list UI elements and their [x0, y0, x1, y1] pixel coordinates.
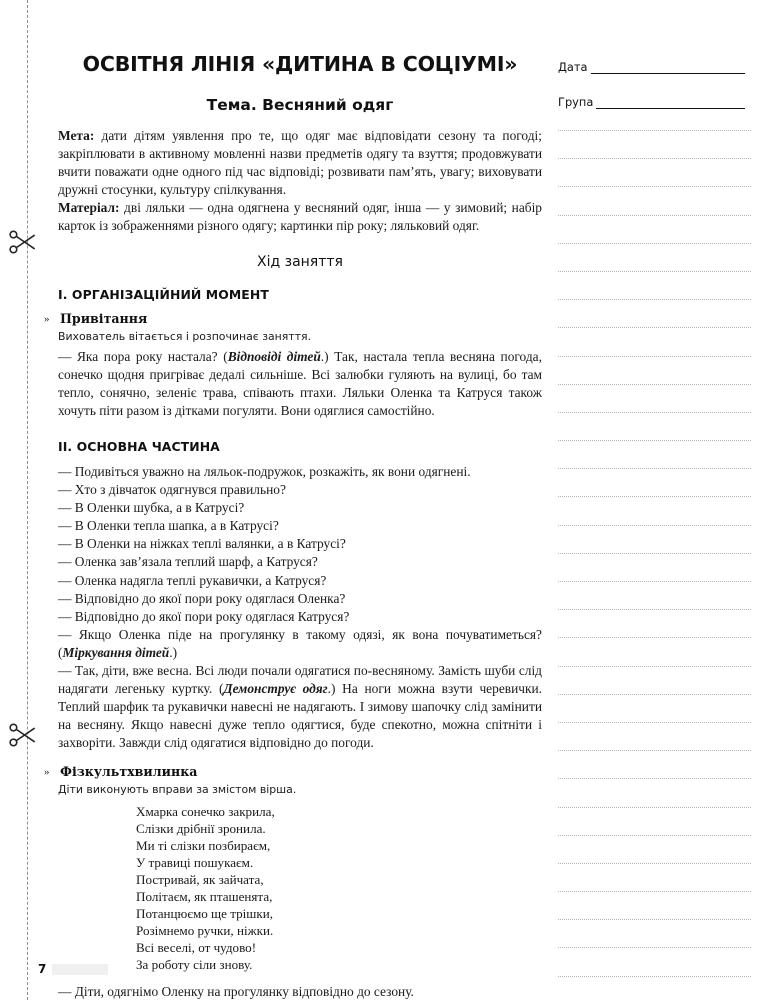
ruled-line[interactable] [558, 271, 751, 272]
date-field-row[interactable] [552, 60, 761, 74]
ruled-line[interactable] [558, 440, 751, 441]
poem-line: Розімнемо ручки, ніжки. [136, 922, 274, 938]
materials-label: Матеріал: [58, 200, 120, 216]
date-field-label: Дата [558, 60, 588, 74]
poem-line: Політаєм, як пташенята, [136, 888, 273, 904]
greeting-italic: Відповіді дітей [227, 349, 321, 365]
course-heading: Хід заняття [257, 254, 343, 271]
ruled-note-lines[interactable] [552, 130, 761, 977]
page-footer [38, 962, 108, 976]
list-item: — Відповідно до якої пори року одяглася Катруся? [58, 608, 350, 624]
ruled-line[interactable] [558, 637, 751, 638]
scissors-icon [6, 718, 40, 752]
scissors-icon [6, 225, 40, 259]
ruled-line[interactable] [558, 666, 751, 667]
goal-label: Мета: [58, 128, 95, 143]
ruled-line[interactable] [558, 891, 751, 892]
ruled-line[interactable] [558, 468, 751, 469]
ruled-line[interactable] [558, 327, 751, 328]
poem-line: За роботу сіли знову. [136, 956, 253, 972]
list-item: — Хто з дівчаток одягнувся правильно? [58, 482, 286, 498]
notes-sidebar [552, 0, 761, 1000]
double-chevron-icon: » [44, 765, 50, 778]
ruled-line[interactable] [558, 750, 751, 751]
topic-title: Тема. Весняний одяг [206, 96, 394, 114]
page-title: ОСВІТНЯ ЛІНІЯ «ДИТИНА В СОЦІУМІ» [82, 52, 518, 76]
list-item: — В Оленки тепла шапка, а в Катрусі? [58, 518, 279, 534]
list-item: — В Оленки на ніжках теплі валянки, а в Катрусі? [58, 536, 346, 552]
subsection-physical-minute [44, 763, 542, 1001]
ruled-line[interactable] [558, 581, 751, 582]
greeting-paragraph [58, 348, 542, 420]
ruled-line[interactable] [558, 356, 751, 357]
ruled-line[interactable] [558, 919, 751, 920]
goal-paragraph [58, 127, 542, 199]
ruled-line[interactable] [558, 243, 751, 244]
reflection-italic: Міркування дітей [62, 644, 170, 660]
poem [58, 803, 542, 973]
list-item: — Оленка надягла теплі рукавички, а Катруся? [58, 572, 327, 588]
stage-direction-physical-minute: Діти виконують вправи за змістом вірша. [58, 782, 297, 796]
footer-bar [52, 964, 108, 975]
poem-line: Хмарка сонечко закрила, [136, 803, 275, 819]
poem-line: Потанцюємо ще трішки, [136, 905, 274, 921]
poem-line: У травиці пошукаєм. [136, 854, 254, 870]
reflection-text-part2: .) [169, 644, 178, 660]
subsection-greeting [44, 311, 542, 420]
group-field-label: Група [558, 95, 594, 109]
ruled-line[interactable] [558, 694, 751, 695]
section-title-main-part: II. ОСНОВНА ЧАСТИНА [58, 439, 220, 455]
ruled-line[interactable] [558, 299, 751, 300]
section-title-organizational: I. ОРГАНІЗАЦІЙНИЙ МОМЕНТ [58, 287, 269, 303]
ruled-line[interactable] [558, 496, 751, 497]
greeting-text-part2: .) Так, настала тепла весняна погода, сонечко щодня пригріває дедалі сильніше. Всі залюбки гуляють на вулиці, бо там тепло, сонячно, зеленіє трава, співають птахи. Ляльки Оленка та Катруся також хочуть піти разом із дітками погуляти. Вони одяглися самостійно. [58, 349, 542, 419]
list-item: — Подивіться уважно на ляльок-подружок, розкажіть, як вони одягнені. [58, 464, 471, 480]
explanation-text-part1: — Так, діти, вже весна. Всі люди почали одягатися по-весняному. Замість шуби слід надягати легеньку куртку. ( [58, 662, 542, 696]
double-chevron-icon: » [44, 313, 50, 326]
explanation-text-part2: .) На ноги можна взути черевички. Теплий шарфик та рукавички навесні не надягають. І зимову шапочку слід замінити на весняну. Якщо навесні дуже тепло одягтися, буде спекотно, можна спітніти і захворіти. Завжди слід одягатися відповідно до погоди. [58, 680, 543, 750]
poem-line: Постривай, як зайчата, [136, 871, 264, 887]
lesson-content [44, 0, 543, 1001]
tear-off-strip [0, 0, 46, 1000]
ruled-line[interactable] [558, 807, 751, 808]
greeting-text-part1: — Яка пора року настала? ( [58, 349, 228, 365]
reflection-text-part1: — Якщо Оленка піде на прогулянку в такому одязі, як вона почуватиметься? ( [58, 626, 542, 660]
ruled-line[interactable] [558, 863, 751, 864]
ruled-line[interactable] [558, 186, 751, 187]
group-field-rule[interactable] [596, 100, 745, 109]
tear-dashed-line [27, 0, 28, 1000]
list-item: — Відповідно до якої пори року одяглася Оленка? [58, 590, 346, 606]
materials-paragraph [58, 199, 542, 235]
ruled-line[interactable] [558, 384, 751, 385]
stage-direction-greeting: Вихователь вітається і розпочинає заняття. [58, 330, 312, 344]
poem-line: Всі веселі, от чудово! [136, 939, 257, 955]
explanation-italic: Демонструє одяг [223, 680, 328, 696]
subsection-title-greeting: Привітання [60, 311, 148, 327]
poem-line: Ми ті слізки позбираєм, [136, 837, 271, 853]
ruled-line[interactable] [558, 722, 751, 723]
reflection-paragraph [58, 626, 542, 662]
goal-text: дати дітям уявлення про те, що одяг має відповідати сезону та погоді; закріплювати в активному мовленні назви предметів одягу та взуття; продовжувати вчити поважати одне одного під час відповіді; розвивати пам’ять, увагу; виховувати дружні стосунки, культуру спілкування. [58, 128, 542, 198]
ruled-line[interactable] [558, 976, 751, 977]
list-item: — Оленка зав’язала теплий шарф, а Катруся? [58, 554, 318, 570]
ruled-line[interactable] [558, 130, 751, 131]
ruled-line[interactable] [558, 158, 751, 159]
date-field-rule[interactable] [591, 65, 746, 74]
ruled-line[interactable] [558, 778, 751, 779]
poem-line: Слізки дрібнії зронила. [136, 820, 266, 836]
ruled-line[interactable] [558, 947, 751, 948]
ruled-line[interactable] [558, 553, 751, 554]
ruled-line[interactable] [558, 412, 751, 413]
ruled-line[interactable] [558, 835, 751, 836]
page-number: 7 [38, 962, 47, 976]
ruled-line[interactable] [558, 215, 751, 216]
ruled-line[interactable] [558, 525, 751, 526]
question-list [58, 463, 542, 625]
ruled-line[interactable] [558, 609, 751, 610]
materials-text: дві ляльки — одна одягнена у весняний одяг, інша — у зимовий; набір карток із зображеннями різного одягу; картинки пір року; ляльковий одяг. [58, 200, 542, 234]
explanation-paragraph [58, 662, 542, 752]
group-field-row[interactable] [552, 95, 761, 109]
subsection-title-physical-minute: Фізкультхвилинка [60, 763, 198, 779]
closing-line: — Діти, одягнімо Оленку на прогулянку відповідно до сезону. [58, 983, 414, 999]
list-item: — В Оленки шубка, а в Катрусі? [58, 500, 245, 516]
